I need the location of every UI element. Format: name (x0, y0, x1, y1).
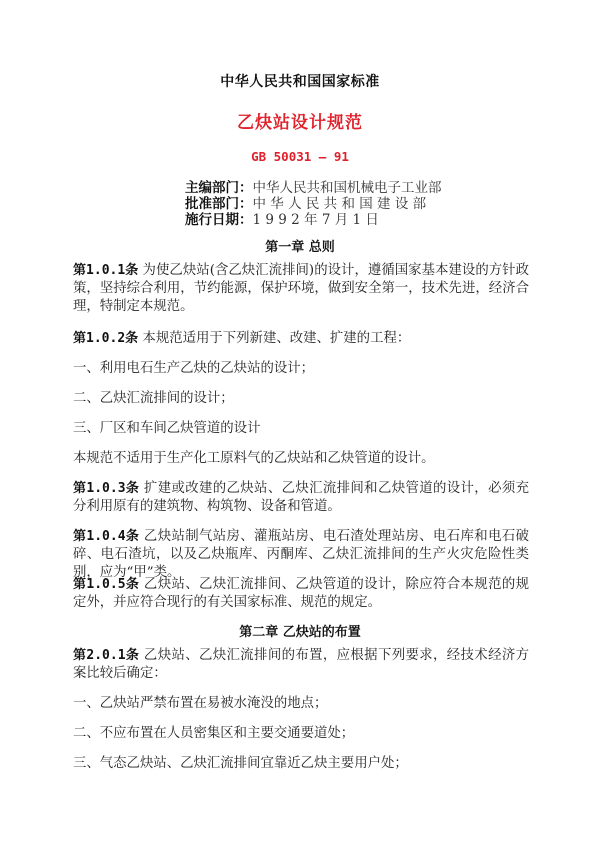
article-1-0-5 (73, 576, 529, 612)
list-item: 一、利用电石生产乙炔的乙炔站的设计； (73, 361, 315, 376)
scope-note: 本规范不适用于生产化工原料气的乙炔站和乙炔管道的设计。 (73, 451, 435, 466)
article-1-0-2 (73, 330, 529, 348)
list-item: 三、厂区和车间乙炔管道的设计 (73, 421, 261, 436)
info-label: 批准部门： (185, 196, 253, 212)
article-label: 第2.0.1条 (73, 648, 140, 663)
chapter-heading: 第二章 乙炔站的布置 (239, 625, 361, 640)
article-label: 第1.0.4条 (73, 529, 140, 544)
list-item: 二、不应布置在人员密集区和主要交通要道处； (73, 726, 355, 741)
article-text: 本规范适用于下列新建、改建、扩建的工程： (138, 331, 411, 346)
info-label: 施行日期： (185, 212, 253, 228)
document-title: 乙炔站设计规范 (237, 113, 363, 133)
article-1-0-3 (73, 480, 529, 516)
info-value: 中华人民共和国机械电子工业部 (252, 180, 442, 196)
standard-code: GB 50031 — 91 (251, 149, 349, 164)
list-item: 二、乙炔汇流排间的设计； (73, 391, 234, 406)
article-text: 乙炔站、乙炔汇流排间的布置，应根据下列要求，经技术经济方案比较后确定： (73, 648, 529, 681)
list-item: 一、乙炔站严禁布置在易被水淹没的地点； (73, 696, 328, 711)
info-label: 主编部门： (185, 180, 253, 196)
article-1-0-4 (73, 528, 529, 582)
info-value: 中 华 人 民 共 和 国 建 设 部 (252, 196, 427, 212)
list-item: 三、气态乙炔站、乙炔汇流排间宜靠近乙炔主要用户处； (73, 756, 408, 771)
info-row-editor (185, 180, 442, 196)
article-text: 乙炔站、乙炔汇流排间、乙炔管道的设计，除应符合本规范的规定外，并应符合现行的有关国家标准、规范的规定。 (73, 577, 529, 610)
info-row-approver (185, 196, 442, 212)
article-label: 第1.0.1条 (73, 263, 139, 278)
article-text: 为使乙炔站(含乙炔汇流排间)的设计，遵循国家基本建设的方针政策，坚持综合利用，节约能源，保护环境，做到安全第一，技术先进，经济合理，特制定本规范。 (73, 263, 529, 314)
info-value: 1 9 9 2 年 7 月 1 日 (252, 212, 379, 228)
article-1-0-1 (73, 262, 529, 316)
article-label: 第1.0.3条 (73, 481, 140, 496)
article-label: 第1.0.5条 (73, 577, 140, 592)
standard-name: 中华人民共和国国家标准 (220, 74, 380, 90)
chapter-heading: 第一章 总则 (265, 240, 335, 255)
article-label: 第1.0.2条 (73, 331, 139, 346)
article-2-0-1 (73, 647, 529, 683)
info-row-effective-date (185, 212, 442, 228)
article-text: 乙炔站制气站房、灌瓶站房、电石渣处理站房、电石库和电石破碎、电石渣坑，以及乙炔瓶库、丙酮库、乙炔汇流排间的生产火灾危险性类别，应为“甲”类。 (73, 529, 529, 580)
article-text: 扩建或改建的乙炔站、乙炔汇流排间和乙炔管道的设计，必须充分利用原有的建筑物、构筑物、设备和管道。 (73, 481, 529, 514)
issuing-info (185, 180, 442, 228)
